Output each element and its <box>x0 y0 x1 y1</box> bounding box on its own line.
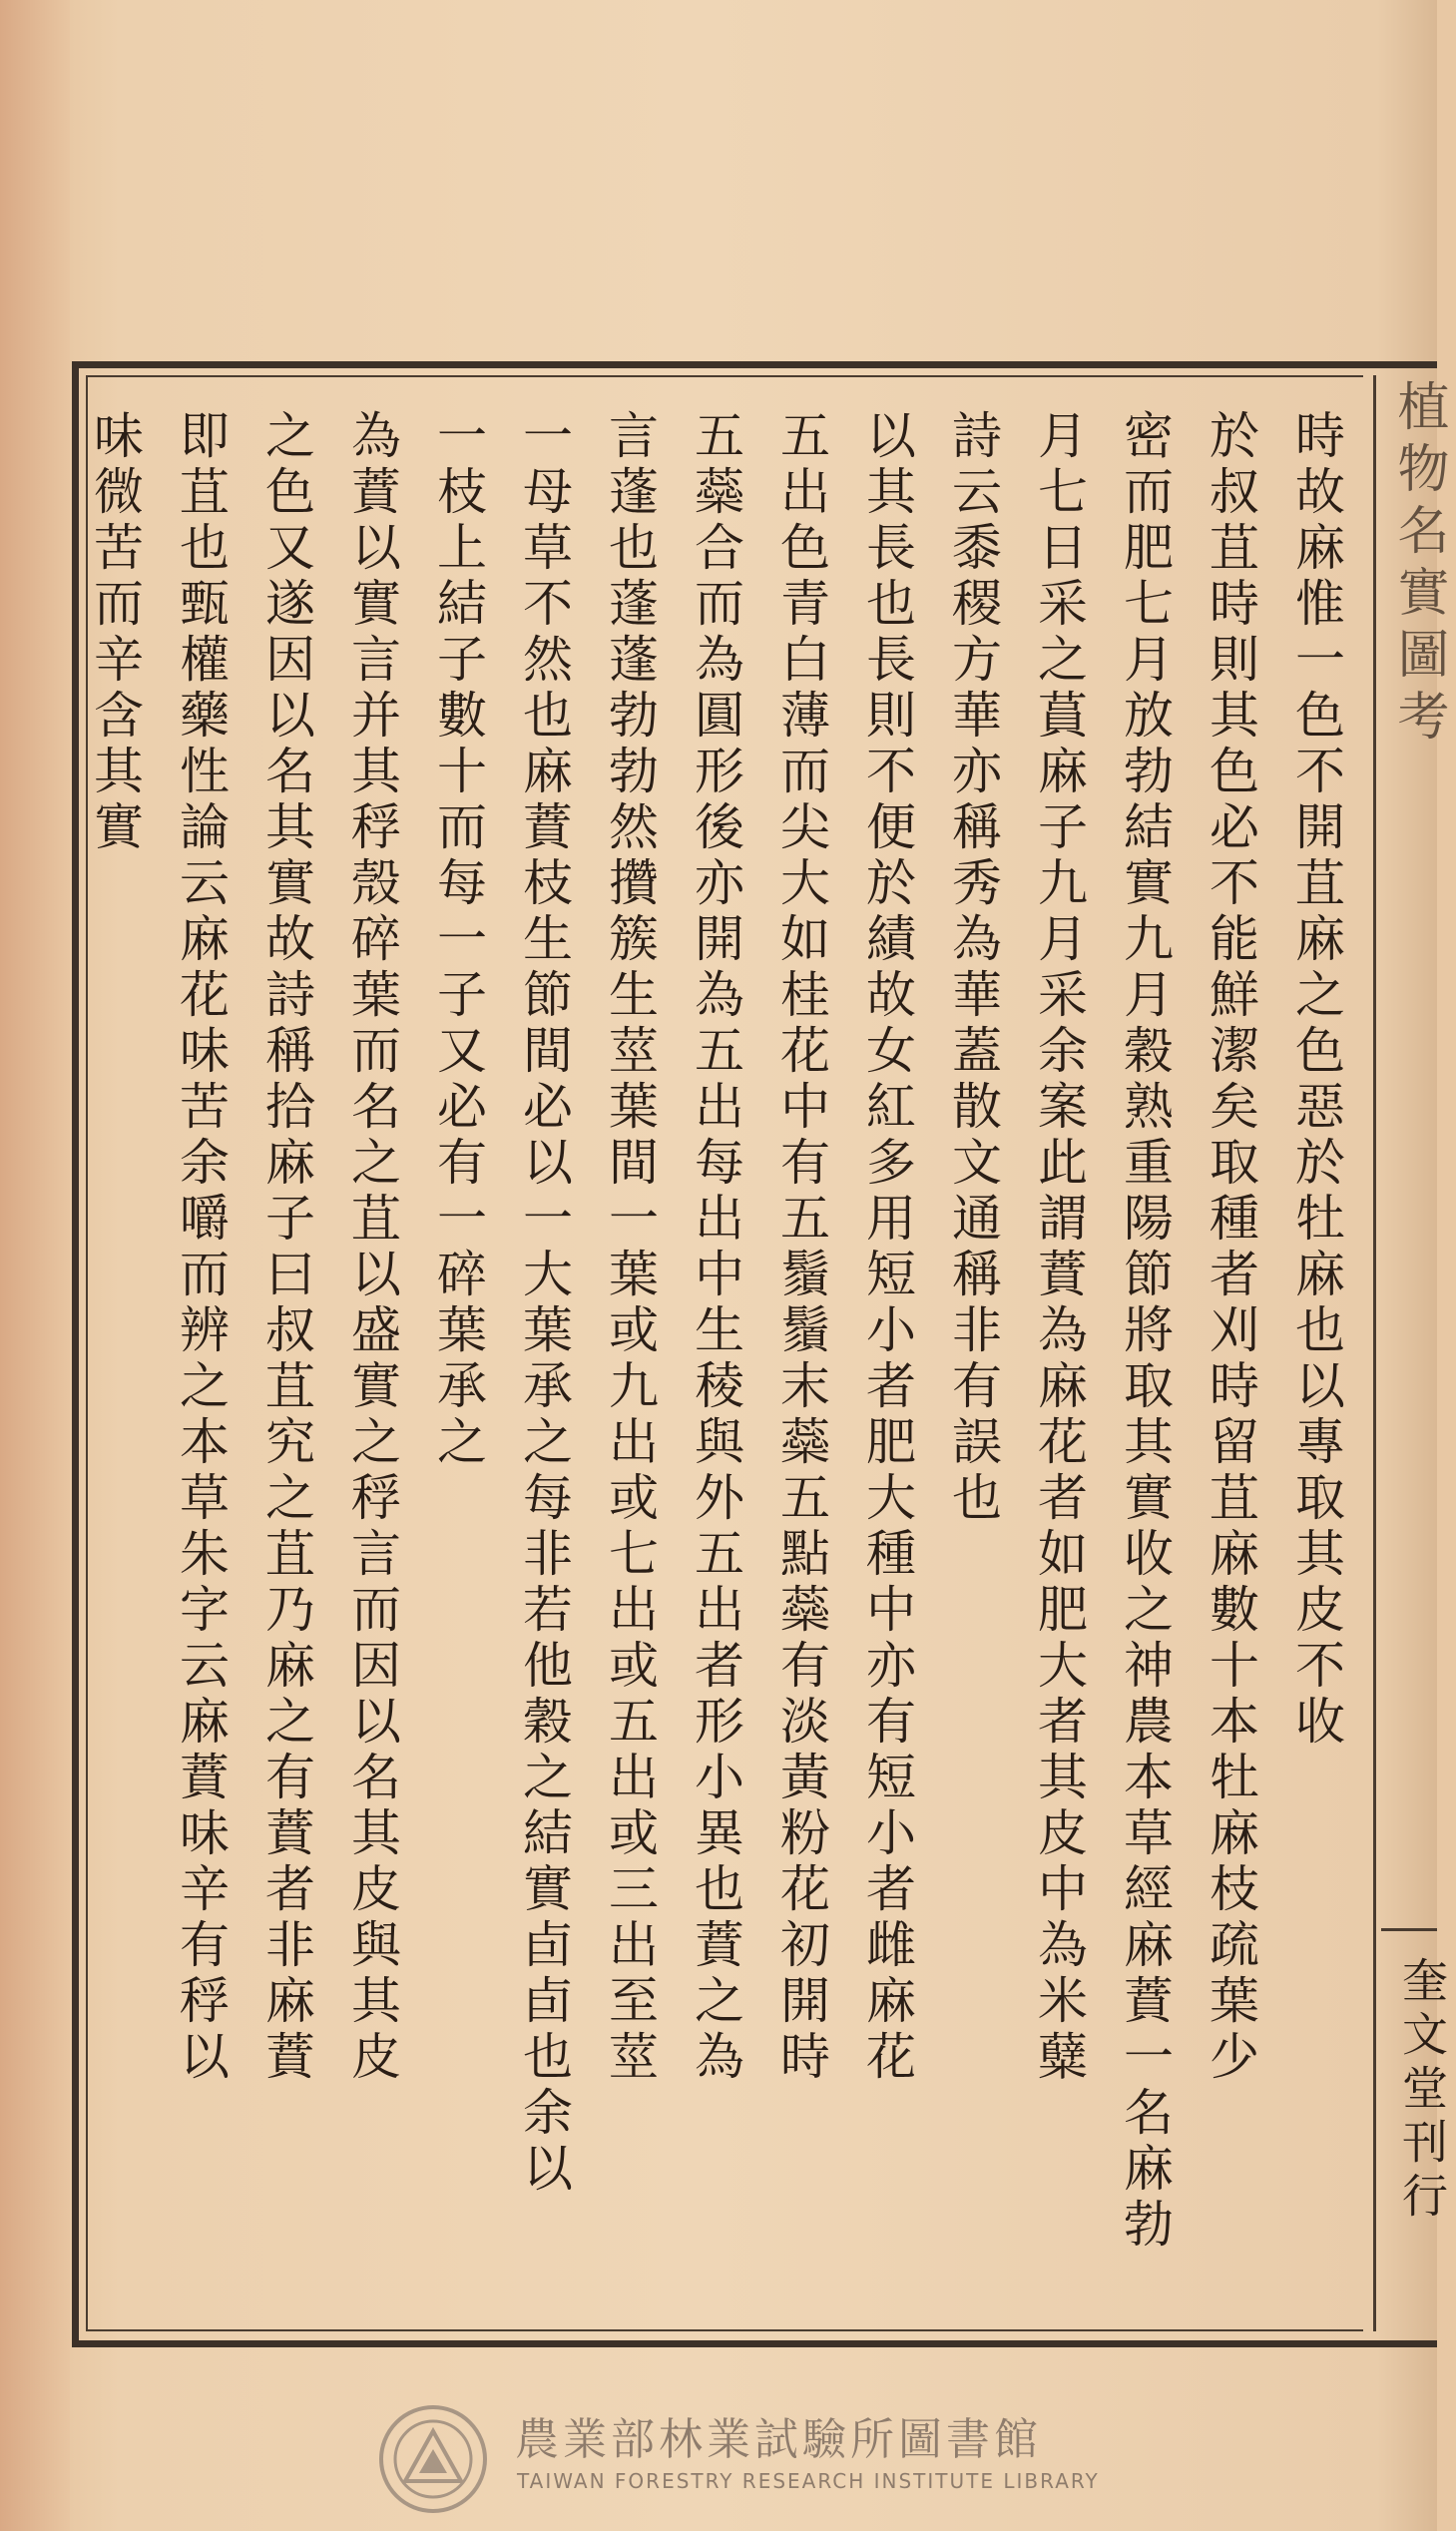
text-column: 一母草不然也麻蕡枝生節間必以一大葉承之每非若他穀之結實卣卣也余以 <box>515 409 573 2198</box>
publisher-divider <box>1381 1928 1437 1931</box>
text-column: 之色又遂因以名其實故詩稱拾麻子曰叔苴究之苴乃麻之有蕡者非麻蕡 <box>257 409 315 2086</box>
library-seal-icon <box>379 2405 487 2513</box>
text-column: 即苴也甄權藥性論云麻花味苦余嚼而辨之本草朱字云麻蕡味辛有稃以 <box>172 409 230 2086</box>
library-name: 農業部林業試驗所圖書館 <box>515 2414 1042 2465</box>
text-column: 五出色青白薄而尖大如桂花中有五鬚鬚末蘂五點蘂有淡黃粉花初開時 <box>772 409 830 2086</box>
margin-rule <box>1373 375 1376 2331</box>
text-column: 以其長也長則不便於績故女紅多用短小者肥大種中亦有短小者雌麻花 <box>858 409 916 2086</box>
text-column: 味微苦而辛含其實 <box>86 409 144 856</box>
text-column: 為蕡以實言并其稃殼碎葉而名之苴以盛實之稃言而因以名其皮與其皮 <box>343 409 401 2086</box>
library-name-english: TAIWAN FORESTRY RESEARCH INSTITUTE LIBRARY <box>517 2469 1100 2493</box>
text-column: 五蘂合而為圓形後亦開為五出每出中生稜與外五出者形小異也蕡之為 <box>687 409 744 2086</box>
text-column: 於叔苴時則其色必不能鮮潔矣取種者刈時留苴麻數十本牡麻枝疏葉少 <box>1202 409 1259 2086</box>
text-column: 月七日采之蒷麻子九月采余案此謂蕡為麻花者如肥大者其皮中為米糵 <box>1030 409 1088 2086</box>
text-column: 詩云黍稷方華亦稱秀為華蓋散文通稱非有誤也 <box>944 409 1002 1527</box>
page-left-edge <box>0 0 70 2531</box>
vertical-text-body <box>86 409 1365 2315</box>
publisher-imprint: 奎文堂刊行 <box>1395 1956 1449 2226</box>
text-column: 密而肥七月放勃結實九月穀熟重陽節將取其實收之神農本草經麻蕡一名麻勃 <box>1116 409 1174 2254</box>
text-column: 言蓬也蓬蓬勃勃然攢簇生莖葉間一葉或九出或七出或五出或三出至莖 <box>601 409 659 2086</box>
text-column: 一枝上結子數十而每一子又必有一碎葉承之 <box>429 409 487 1471</box>
library-watermark-stamp <box>379 2397 1118 2517</box>
text-column: 時故麻惟一色不開苴麻之色惡於牡麻也以專取其皮不收 <box>1287 409 1345 1751</box>
book-title-strip: 植物名實圖考 <box>1388 379 1448 751</box>
